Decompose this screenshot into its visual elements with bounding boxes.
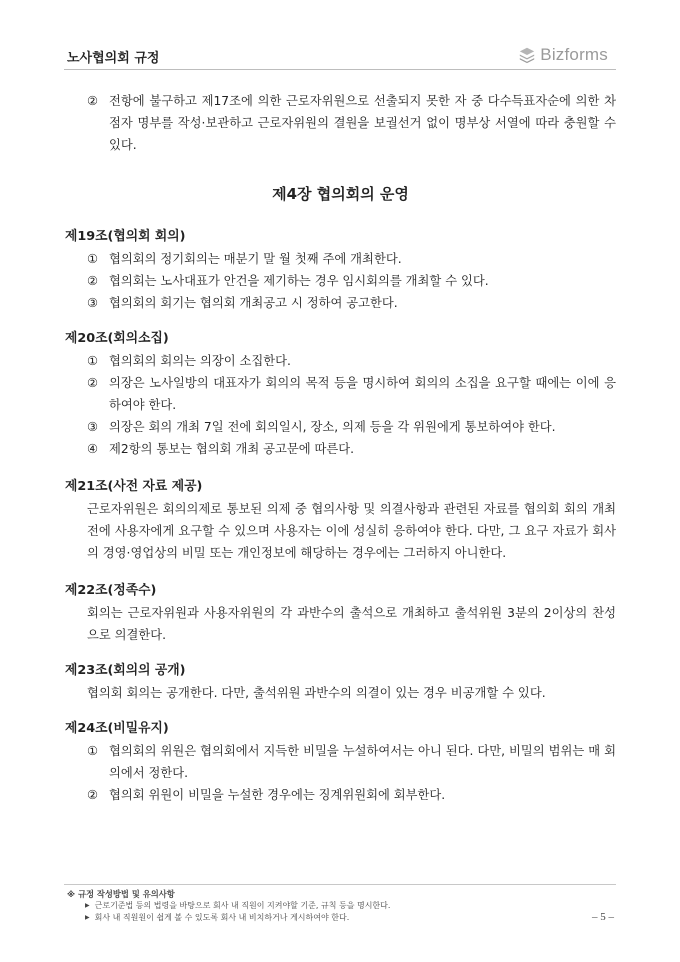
article-title: 제24조(비밀유지) [65,721,169,736]
page-number: – 5 – [592,911,614,923]
paragraph-number: ② [87,94,99,108]
article-paragraph [87,438,616,460]
paragraph-text: 협의회의 위원은 협의회에서 지득한 비밀을 누설하여서는 아니 된다. 다만, 비밀의 범위는 매 회의에서 정한다. [109,744,616,780]
article-text: 협의회 회의는 공개한다. 다만, 출석위원 과반수의 의결이 있는 경우 비공개할 수 있다. [87,686,546,700]
paragraph-text: 협의회는 노사대표가 안건을 제기하는 경우 임시회의를 개최할 수 있다. [109,274,489,288]
paragraph-text: 협의회 위원이 비밀을 누설한 경우에는 징계위원회에 회부한다. [109,788,446,802]
paragraph-number: ② [87,788,99,802]
footer-note-text: 근로기준법 등의 법령을 바탕으로 회사 내 직원이 지켜야할 기준, 규칙 등을 명시한다. [94,901,391,910]
article-title: 제20조(회의소집) [65,331,169,346]
footer-title: ※ 규정 작성방법 및 유의사항 [67,889,175,899]
footer-note-text: 회사 내 직원원이 쉽게 볼 수 있도록 회사 내 비치하거나 게시하여야 한다. [94,913,350,922]
paragraph-text: 의장은 노사일방의 대표자가 회의의 목적 등을 명시하여 회의의 소집을 요구할 때에는 이에 응하여야 한다. [109,376,616,412]
article [65,476,616,564]
footer-divider [64,884,616,885]
paragraph-text: 의장은 회의 개최 7일 전에 회의일시, 장소, 의제 등을 각 위원에게 통보하여야 한다. [109,420,556,434]
article-paragraph [87,784,616,806]
article-text: 회의는 근로자위원과 사용자위원의 각 과반수의 출석으로 개최하고 출석위원 3분의 2이상의 찬성으로 의결한다. [87,606,616,642]
document-body [65,90,616,806]
triangle-bullet-icon: ▶ [85,914,90,921]
paragraph-number: ③ [87,296,99,310]
article [65,660,616,704]
article-list [65,226,616,806]
article [65,718,616,806]
paragraph-number: ④ [87,442,99,456]
brand-logo [518,45,608,65]
article [65,226,616,314]
triangle-bullet-icon: ▶ [85,902,90,909]
paragraph-text: 협의회의 회기는 협의회 개최공고 시 정하여 공고한다. [109,296,398,310]
document-title: 노사협의회 규정 [67,51,160,66]
brand-name: Bizforms [540,45,608,64]
article-paragraph [87,292,616,314]
intro-paragraph [87,90,616,156]
header-divider [64,69,616,70]
footer-notes [67,888,612,924]
article [65,580,616,646]
article-text: 근로자위원은 회의의제로 통보된 의제 중 협의사항 및 의결사항과 관련된 자료를 협의회 회의 개최 전에 사용자에게 요구할 수 있으며 사용자는 이에 성실히 응하여야 한다. 다만, 그 요구 자료가 회사의 경영·영업상의 비밀 또는 개인정보에 해당하는 경우에는 그러하지 아니한다. [87,502,616,560]
article-title: 제23조(회의의 공개) [65,663,186,678]
paragraph-number: ③ [87,420,99,434]
paragraph-text: 전항에 불구하고 제17조에 의한 근로자위원으로 선출되지 못한 자 중 다수득표자순에 의한 차점자 명부를 작성·보관하고 근로자위원의 결원을 보궐선거 없이 명부상 서열에 따라 충원할 수 있다. [109,94,616,152]
paragraph-text: 제2항의 통보는 협의회 개최 공고문에 따른다. [109,442,355,456]
paragraph-number: ② [87,376,99,390]
paragraph-number: ① [87,252,99,266]
article-paragraph [87,416,616,438]
article-paragraph [87,350,616,372]
article-paragraph [87,248,616,270]
chapter-heading: 제4장 협의회의 운영 [272,185,409,203]
paragraph-text: 협의회의 회의는 의장이 소집한다. [109,354,291,368]
footer-note [85,900,612,912]
paragraph-text: 협의회의 정기회의는 매분기 말 월 첫째 주에 개최한다. [109,252,402,266]
paragraph-number: ① [87,354,99,368]
article-paragraph [87,740,616,784]
footer-note [85,912,612,924]
article-paragraph [87,270,616,292]
paragraph-number: ① [87,744,99,758]
article-title: 제22조(정족수) [65,583,157,598]
article-paragraph [87,372,616,416]
article-title: 제21조(사전 자료 제공) [65,479,203,494]
article-title: 제19조(협의회 회의) [65,229,186,244]
article [65,328,616,460]
paragraph-number: ② [87,274,99,288]
layers-icon [518,46,536,64]
